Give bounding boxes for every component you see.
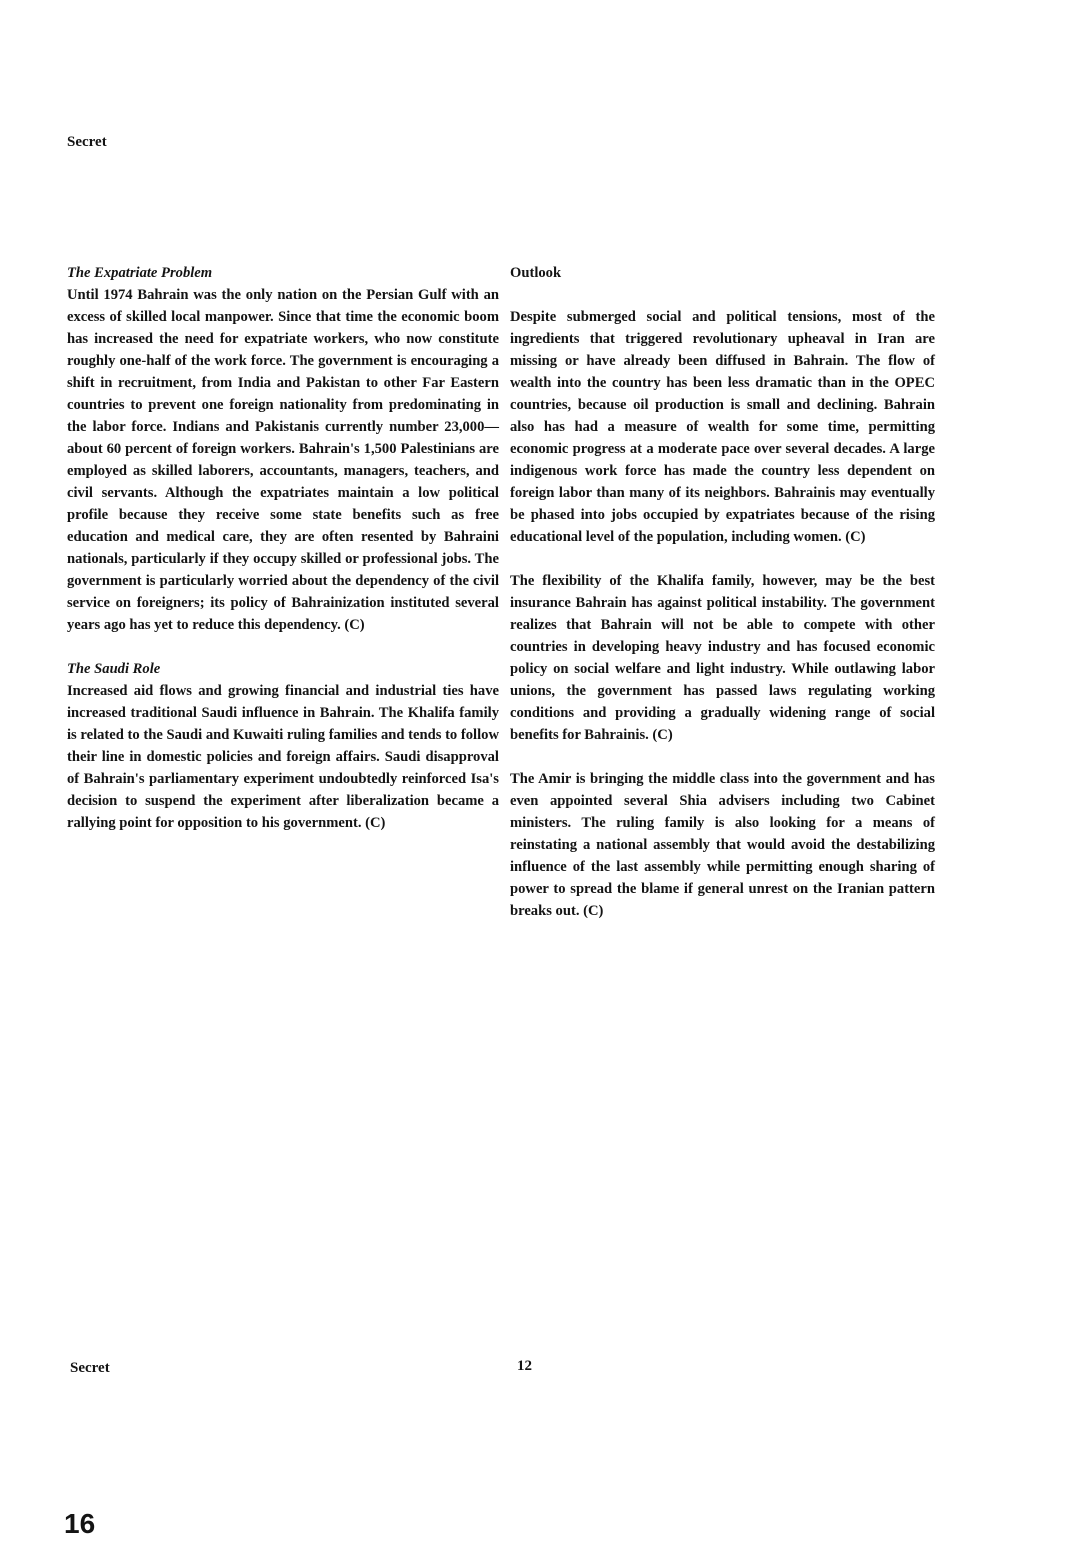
classification-marking-bottom: Secret <box>70 1360 110 1376</box>
outlook-paragraph-3: The Amir is bringing the middle class into the government and has even appointed several Shia advisers including two Cabinet ministers. The ruling family is also looking for a means of reinstating a national assembly that would avoid the destabilizing influence of the last assembly while permitting enough sharing of power to spread the blame if general unrest on the Iranian pattern breaks out. (C) <box>510 771 935 919</box>
classification-marking-top: Secret <box>67 134 107 150</box>
expatriate-paragraph: Until 1974 Bahrain was the only nation on the Persian Gulf with an excess of skilled local manpower. Since that time the economic boom has increased the need for expatriate workers, who now constitute roughly one-half of the work force. The government is encouraging a shift in recruitment, from India and Pakistan to other Far Eastern countries to prevent one foreign nationality from predominating in the labor force. Indians and Pakistanis currently number 23,000—about 60 percent of foreign workers. Bahrain's 1,500 Palestinians are employed as skilled laborers, accountants, managers, teachers, and civil servants. Although the expatriates maintain a low political profile because they receive some state benefits such as free education and medical care, they are often resented by Bahraini nationals, particularly if they occupy skilled or professional jobs. The government is particularly worried about the dependency of the civil service on foreigners; its policy of Bahrainization instituted several years ago has yet to reduce this dependency. (C) <box>67 287 499 633</box>
folio-number: 16 <box>64 1508 96 1539</box>
section-heading-outlook: Outlook <box>510 265 562 281</box>
page-number: 12 <box>517 1358 532 1374</box>
section-heading-saudi-role: The Saudi Role <box>67 661 161 677</box>
saudi-role-paragraph: Increased aid flows and growing financial and industrial ties have increased traditional Saudi influence in Bahrain. The Khalifa family is related to the Saudi and Kuwaiti ruling families and tends to follow their line in domestic policies and foreign affairs. Saudi disapproval of Bahrain's parliamentary experiment undoubtedly reinforced Isa's decision to suspend the experiment after liberalization became a rallying point for opposition to his government. (C) <box>67 683 499 831</box>
section-heading-expatriate: The Expatriate Problem <box>67 265 213 281</box>
outlook-paragraph-1: Despite submerged social and political tensions, most of the ingredients that triggered revolutionary upheaval in Iran are missing or have already been diffused in Bahrain. The flow of wealth into the country has been less dramatic than in the OPEC countries, because oil production is small and declining. Bahrain also has had a measure of wealth for some time, permitting economic progress at a moderate pace over several decades. A large indigenous work force has made the country less dependent on foreign labor than many of its neighbors. Bahrainis may eventually be phased into jobs occupied by expatriates because of the rising educational level of the population, including women. (C) <box>510 309 935 545</box>
left-column <box>67 262 499 834</box>
right-column <box>510 262 935 922</box>
outlook-paragraph-2: The flexibility of the Khalifa family, however, may be the best insurance Bahrain has against political instability. The government realizes that Bahrain will not be able to compete with other countries in developing heavy industry and has focused economic policy on social welfare and light industry. While outlawing labor unions, the government has passed laws regulating working conditions and providing a gradually widening range of social benefits for Bahrainis. (C) <box>510 573 935 743</box>
